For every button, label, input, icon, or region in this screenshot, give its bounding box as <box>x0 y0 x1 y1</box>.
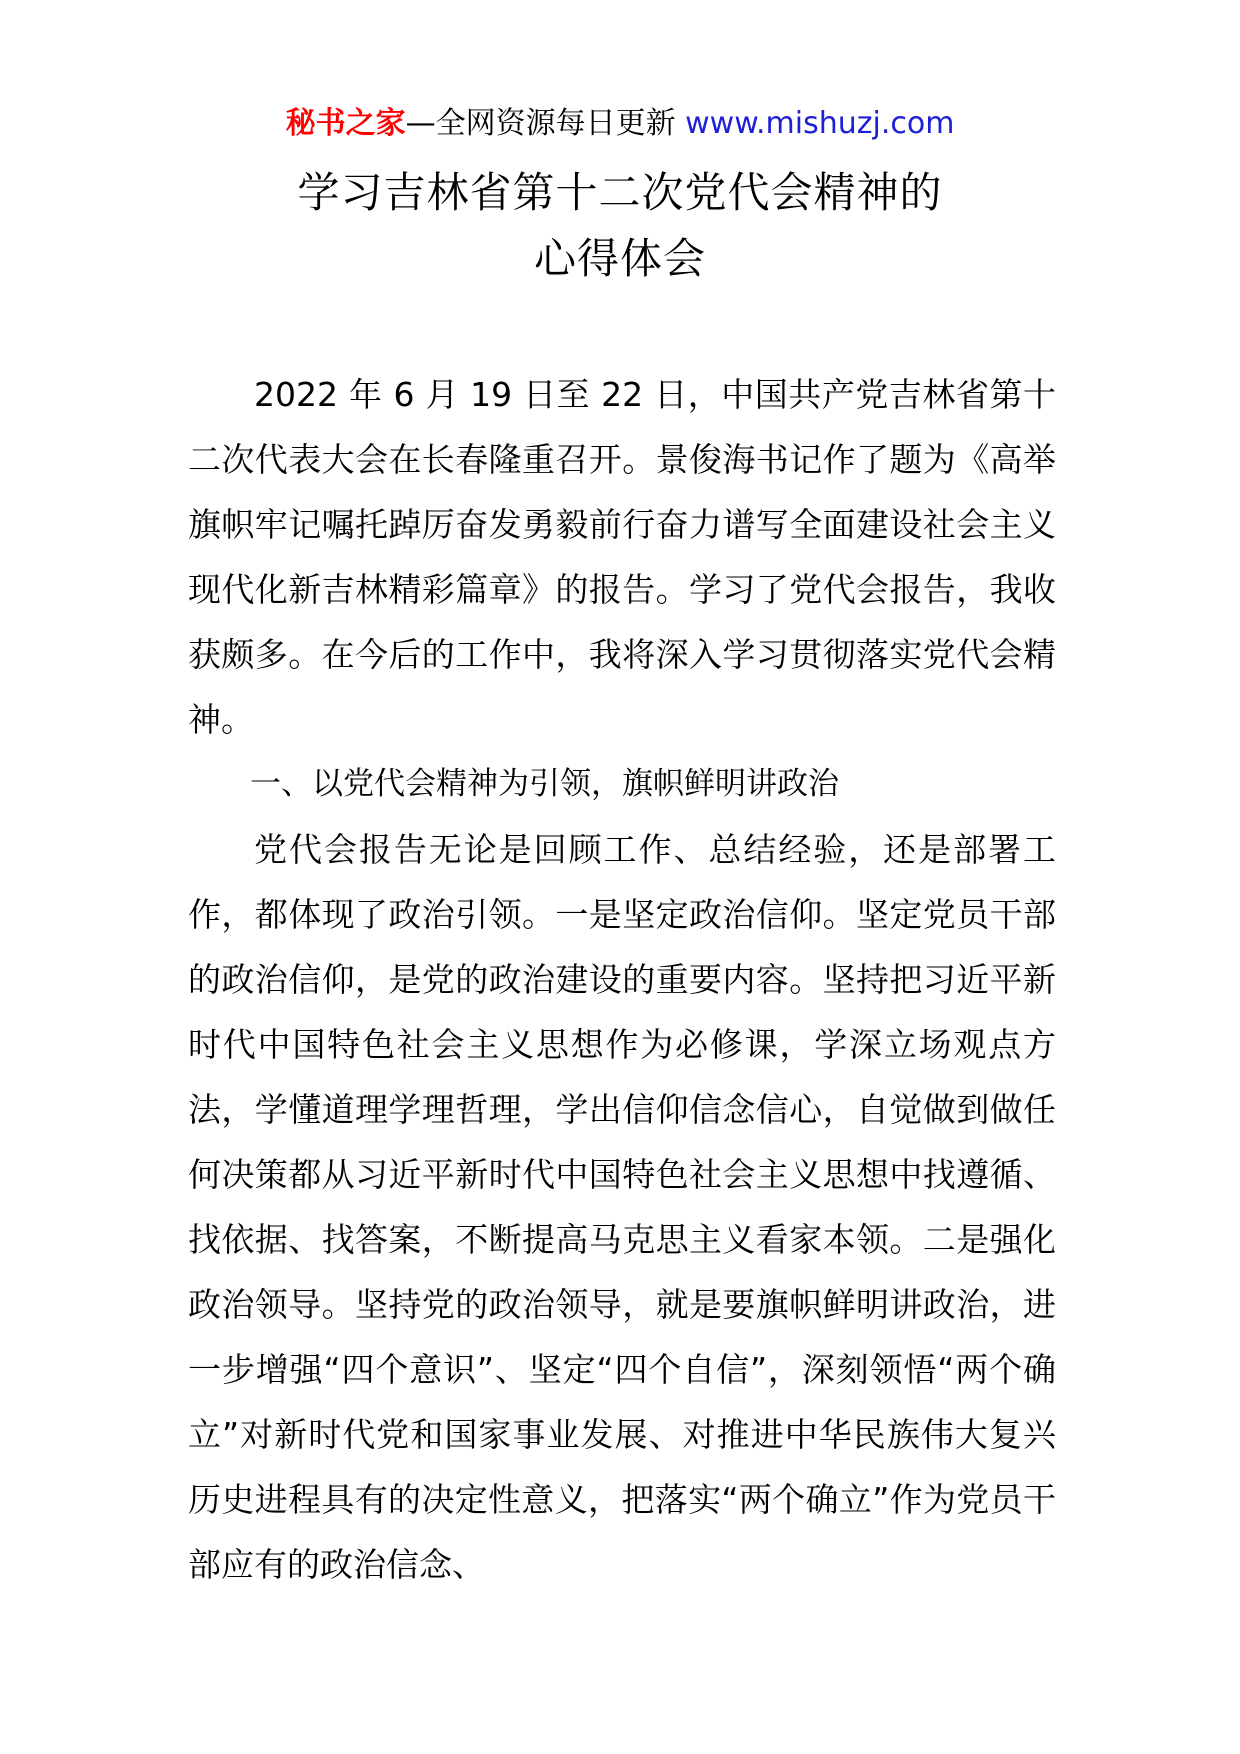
document-body <box>188 362 1056 1597</box>
paragraph-political-leadership: 党代会报告无论是回顾工作、总结经验，还是部署工作，都体现了政治引领。一是坚定政治信仰。坚定党员干部的政治信仰，是党的政治建设的重要内容。坚持把习近平新时代中国特色社会主义思想作为必修课，学深立场观点方法，学懂道理学理哲理，学出信仰信念信心，自觉做到做任何决策都从习近平新时代中国特色社会主义思想中找遵循、找依据、找答案，不断提高马克思主义看家本领。二是强化政治领导。坚持党的政治领导，就是要旗帜鲜明讲政治，进一步增强“四个意识”、坚定“四个自信”，深刻领悟“两个确立”对新时代党和国家事业发展、对推进中华民族伟大复兴历史进程具有的决定性意义，把落实“两个确立”作为党员干部应有的政治信念、 <box>188 830 1056 1584</box>
site-url-link[interactable]: www.mishuzj.com <box>685 106 955 141</box>
document-title <box>0 160 1240 292</box>
section-heading-1: 一、以党代会精神为引领，旗帜鲜明讲政治 <box>250 766 839 802</box>
brand-name: 秘书之家 <box>285 106 406 141</box>
title-line-1: 学习吉林省第十二次党代会精神的 <box>297 168 943 217</box>
title-line-2: 心得体会 <box>533 234 706 283</box>
watermark-header <box>0 104 1240 144</box>
header-tagline: —全网资源每日更新 <box>405 106 686 141</box>
paragraph-intro: 2022 年 6 月 19 日至 22 日，中国共产党吉林省第十二次代表大会在长春隆重召开。景俊海书记作了题为《高举旗帜牢记嘱托踔厉奋发勇毅前行奋力谱写全面建设社会主义现代化新吉林精彩篇章》的报告。学习了党代会报告，我收获颇多。在今后的工作中，我将深入学习贯彻落实党代会精神。 <box>188 375 1056 739</box>
